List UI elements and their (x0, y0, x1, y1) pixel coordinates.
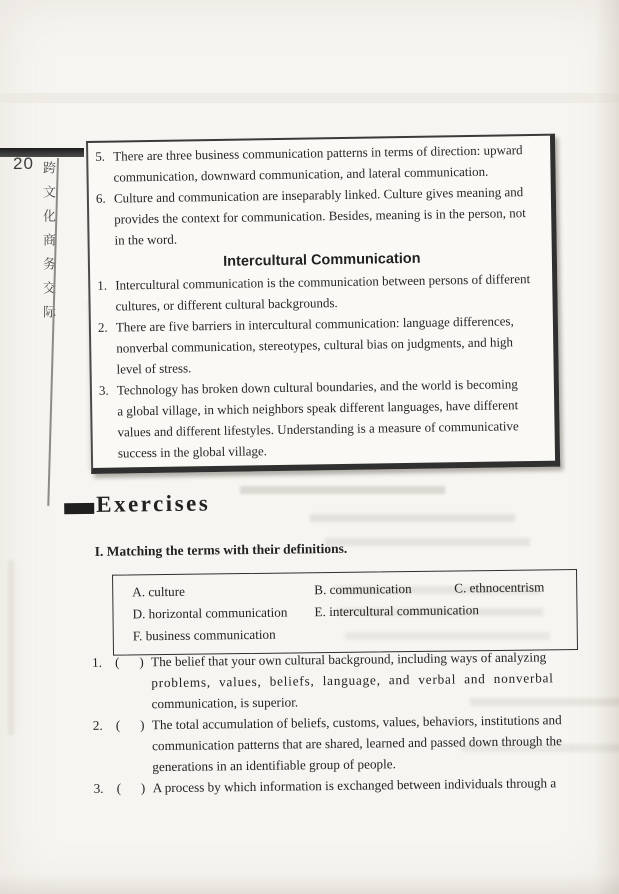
question-item-2 (93, 709, 572, 778)
term-option-e: E. intercultural communication (314, 602, 480, 620)
scan-edge-shading (595, 0, 619, 894)
item-number: 6. (95, 190, 106, 206)
term-option-b: B. communication (314, 581, 412, 598)
term-option-f: F. business communication (132, 626, 276, 644)
item-number: 1. (97, 277, 108, 293)
box-section-heading: Intercultural Communication (223, 250, 421, 270)
term-option-d: D. horizontal communication (132, 604, 288, 622)
scan-edge-shading (0, 874, 619, 894)
question-item-3 (94, 772, 572, 799)
item-number: 2. (97, 319, 108, 335)
answer-bracket: ( ) (116, 780, 146, 796)
item-number: 3. (98, 382, 109, 398)
question-text: The total accumulation of beliefs, customs, values, behaviors, institutions and communication patterns that are shared, learned and passed down through the generations in an identifiable group of people. (151, 712, 562, 775)
item-text: There are three business communication patterns in terms of direction: upward communication, downward communication, and lateral communication. (113, 142, 523, 185)
page-number: 20 (13, 154, 34, 173)
item-text: Culture and communication are inseparably linked. Culture gives meaning and provides the context for communication. Besides, meaning is in the person, not in the word. (113, 184, 526, 248)
item-text: There are five barriers in intercultural communication: language differences, nonverbal communication, stereotypes, cultural bias on judgments, and high level of stress. (115, 313, 514, 377)
matching-instruction: I. Matching the terms with their definitions. (94, 540, 348, 559)
question-item-1 (92, 646, 571, 715)
term-option-a: A. culture (132, 583, 186, 600)
exercises-heading-bar (64, 503, 94, 514)
question-number: 1. (92, 654, 103, 670)
side-label-vertical: 跨文化商务交际 (40, 161, 55, 329)
item-number: 5. (95, 148, 106, 164)
answer-bracket: ( ) (115, 717, 145, 733)
item-text: Intercultural communication is the communication between persons of different cultures, or different cultural backgrounds. (115, 271, 531, 314)
item-text: Technology has broken down cultural boundaries, and the world is becoming a global village, in which neighbors speak different languages, have different values and different lifestyles. Understanding is a measure of communicative success in the global village. (116, 376, 519, 461)
terms-box (112, 569, 578, 656)
exercises-title: Exercises (96, 490, 211, 517)
question-number: 2. (92, 717, 103, 733)
term-option-c: C. ethnocentrism (454, 579, 545, 596)
question-text: The belief that your own cultural background, including ways of analyzing problems, values, beliefs, language, and verbal and nonverbal communication, is superior. (151, 649, 554, 712)
question-number: 3. (93, 780, 104, 796)
questions-list (92, 646, 572, 799)
answer-bracket: ( ) (115, 654, 144, 670)
question-text: A process by which information is exchanged between individuals through a (152, 775, 557, 796)
